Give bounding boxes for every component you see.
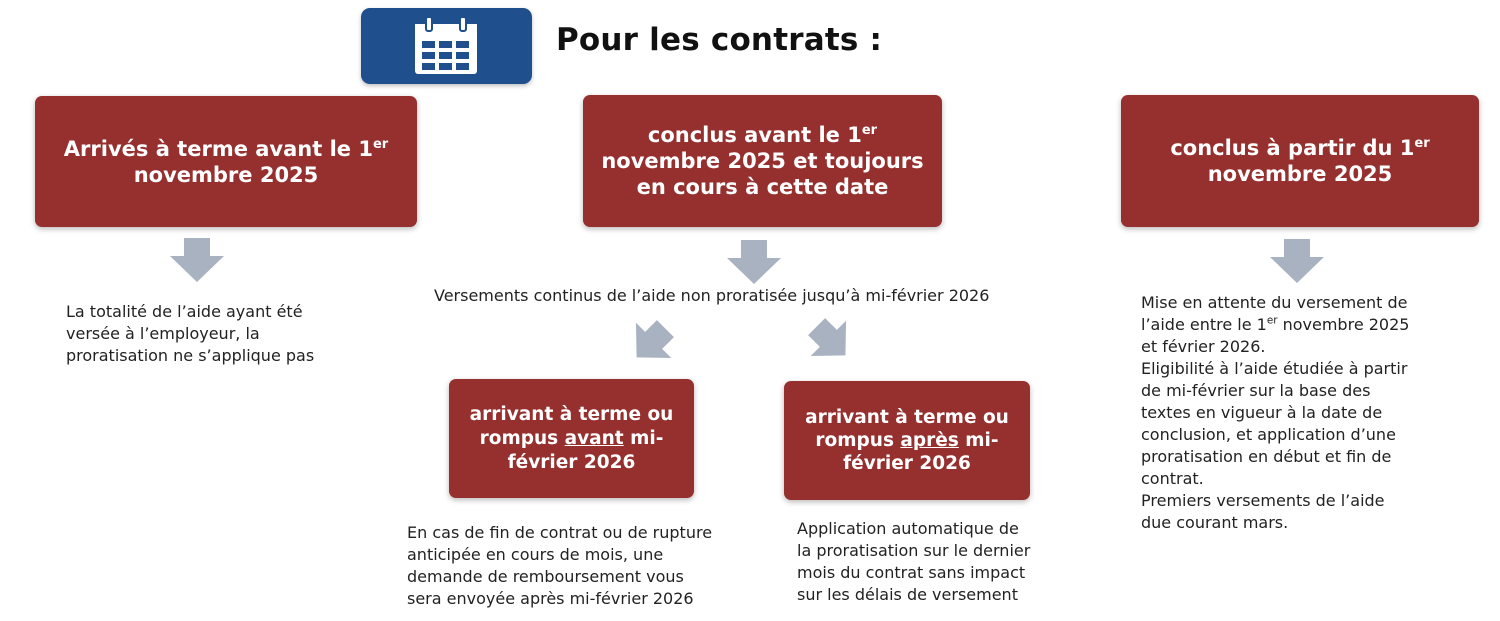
note-continuous-payments: Versements continus de l’aide non proratisée jusqu’à mi-février 2026 (434, 286, 990, 305)
note-after-mid-feb (797, 518, 1030, 606)
box-label: rompus (479, 427, 565, 449)
text-line: Premiers versements de l’aide (1141, 491, 1385, 510)
text-line: contrat. (1141, 469, 1204, 488)
text-line: et février 2026. (1141, 337, 1266, 356)
box-label: mi- (958, 430, 999, 451)
ordinal-sup: er (1266, 314, 1278, 327)
arrow-down-icon (1270, 239, 1324, 283)
text-line: la proratisation sur le dernier (797, 541, 1031, 560)
text-line: sur les délais de versement (797, 585, 1018, 604)
text-line: sera envoyée après mi-février 2026 (407, 589, 694, 608)
box-ending-before-mid-feb (449, 379, 694, 498)
text-line: Eligibilité à l’aide étudiée à partir (1141, 359, 1408, 378)
text-line: proratisation en début et fin de (1141, 447, 1392, 466)
arrow-down-icon (727, 240, 781, 284)
page-title: Pour les contrats : (556, 22, 883, 58)
text-line: Mise en attente du versement de (1141, 293, 1408, 312)
box-concluded-before-nov-2025 (583, 95, 942, 227)
text-line: versée à l’employeur, la (66, 324, 260, 343)
box-label: février 2026 (507, 451, 636, 473)
box-label: conclus à partir du 1 (1170, 136, 1415, 160)
box-concluded-from-nov-2025 (1121, 95, 1479, 227)
text-line: demande de remboursement vous (407, 567, 684, 586)
ordinal-sup: er (372, 136, 389, 152)
text-line: novembre 2025 (1277, 315, 1410, 334)
box-label: arrivant à terme ou (805, 407, 1009, 428)
box-label: conclus avant le 1 (647, 123, 862, 147)
box-label: rompus (815, 430, 901, 451)
box-label: novembre 2025 (1207, 162, 1393, 186)
text-line: conclusion, et application d’une (1141, 425, 1396, 444)
note-before-mid-feb (407, 522, 712, 610)
ordinal-sup: er (1414, 136, 1430, 151)
text-line: due courant mars. (1141, 513, 1289, 532)
arrow-down-left-icon (626, 318, 676, 368)
text-line: anticipée en cours de mois, une (407, 545, 664, 564)
text-line: En cas de fin de contrat ou de rupture (407, 523, 713, 542)
box-label: novembre 2025 et toujours (601, 149, 924, 173)
underlined-word: avant (564, 427, 624, 449)
text-line: l’aide entre le 1 (1141, 315, 1267, 334)
text-line: textes en vigueur à la date de (1141, 403, 1383, 422)
text-line: Application automatique de (797, 519, 1019, 538)
box-label: Arrivés à terme avant le 1 (63, 136, 373, 161)
note-col3 (1141, 292, 1409, 534)
box-label: arrivant à terme ou (469, 403, 674, 425)
box-ended-before-nov-2025 (35, 96, 417, 227)
box-label: mi- (623, 427, 664, 449)
ordinal-sup: er (861, 123, 878, 138)
text-line: mois du contrat sans impact (797, 563, 1026, 582)
text-line: La totalité de l’aide ayant été (66, 302, 303, 321)
arrow-down-icon (170, 238, 224, 282)
calendar-badge (361, 8, 532, 84)
calendar-icon (412, 16, 480, 76)
note-col1 (66, 301, 314, 367)
text-line: de mi-février sur la base des (1141, 381, 1371, 400)
box-ending-after-mid-feb (784, 381, 1030, 500)
underlined-word: après (900, 430, 959, 451)
text-line: proratisation ne s’applique pas (66, 346, 315, 365)
box-label: février 2026 (843, 453, 971, 474)
box-label: en cours à cette date (636, 175, 889, 199)
arrow-down-right-icon (806, 316, 856, 366)
box-label: novembre 2025 (133, 162, 319, 187)
